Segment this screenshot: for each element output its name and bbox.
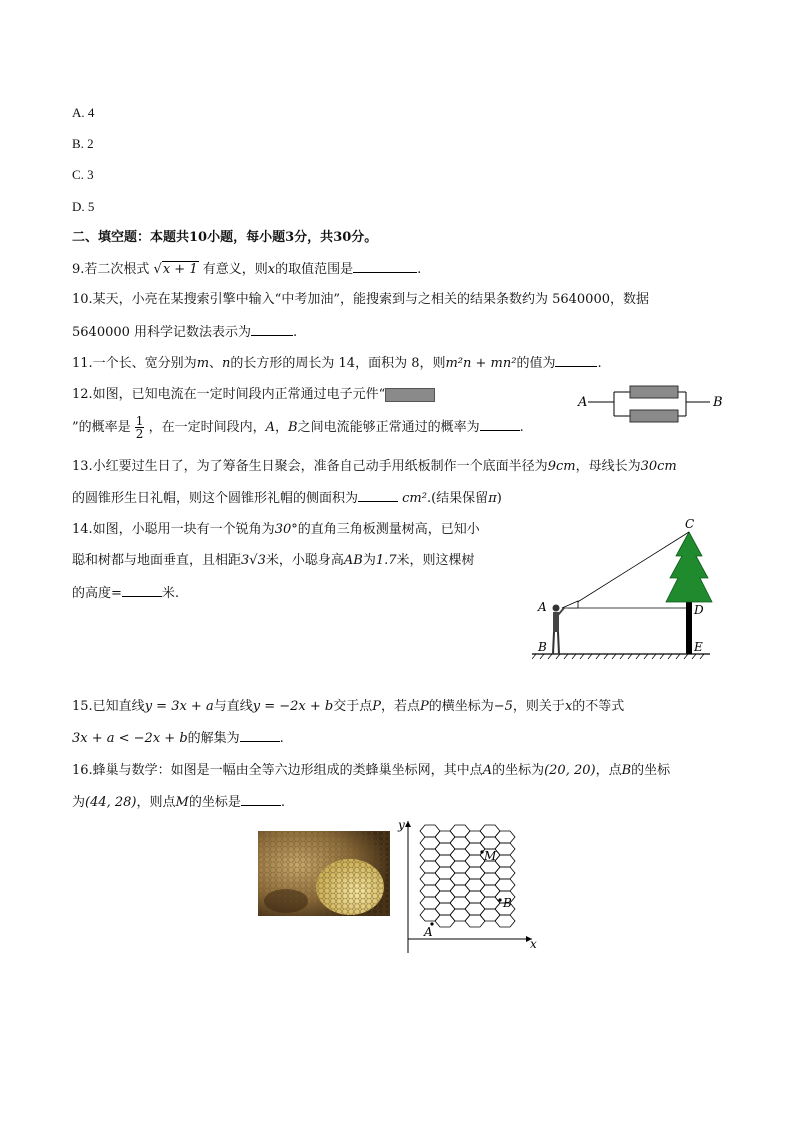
section-text: 小题，每小题 xyxy=(207,230,286,245)
point-b-label: B xyxy=(503,896,512,910)
ground-hatching xyxy=(532,654,704,659)
math-expression: 3x + a < −2x + b xyxy=(72,731,188,746)
choice-letter: C. xyxy=(72,167,84,182)
circuit-label-b: B xyxy=(713,395,723,410)
choice-a xyxy=(72,104,94,122)
hexagon-cell xyxy=(495,843,515,855)
q12-text: ，在一定时间段内， xyxy=(148,420,266,435)
tree-measurement-figure xyxy=(532,516,714,662)
question-13-line2 xyxy=(72,489,502,508)
math-value: 30cm xyxy=(640,459,677,474)
q15-text: 的不等式 xyxy=(572,699,625,714)
question-14-line2 xyxy=(72,552,475,570)
choice-value: 3 xyxy=(87,167,94,182)
q14-text: 14.如图，小聪用一块有一个锐角为 xyxy=(72,522,275,537)
person-head xyxy=(553,605,560,612)
q15-text: 的横坐标为 xyxy=(428,699,494,714)
question-16-line1 xyxy=(72,762,670,780)
math-var: B xyxy=(288,420,298,435)
sqrt-expression: √x + 1 xyxy=(153,262,198,277)
q14-text: 米，小聪身高 xyxy=(265,553,344,568)
q12-text: 12.如图，已知电流在一定时间段内正常通过电子元件“ xyxy=(72,387,386,402)
answer-blank xyxy=(122,584,162,597)
hexagon-cell xyxy=(495,867,515,879)
hexagon-cell xyxy=(495,831,515,843)
q9-text: . xyxy=(417,262,422,277)
answer-blank xyxy=(480,418,520,431)
answer-blank xyxy=(358,489,398,502)
q13-text: (结果保留 xyxy=(431,491,489,506)
choice-letter: A. xyxy=(72,105,85,120)
circuit-component-top xyxy=(630,386,678,398)
math-var: P xyxy=(419,699,429,714)
q9-text: 的取值范围是 xyxy=(275,262,354,277)
q16-text: . xyxy=(280,795,285,810)
q16-text: ，点 xyxy=(595,763,622,778)
circuit-component-bottom xyxy=(630,410,678,422)
circuit-label-a: A xyxy=(578,395,588,410)
question-14-line1 xyxy=(72,521,480,539)
q11-text: . xyxy=(597,356,602,371)
question-15-line1 xyxy=(72,698,624,716)
q15-text: ，若点 xyxy=(380,699,420,714)
question-16-line2 xyxy=(72,793,285,812)
math-var: x xyxy=(267,262,276,277)
q16-text: 的坐标 xyxy=(631,763,671,778)
fraction xyxy=(135,415,145,440)
hexagon-cell xyxy=(495,915,515,927)
q14-text: 的高度= xyxy=(72,586,122,601)
question-9 xyxy=(72,260,421,279)
q9-text: 9.若二次根式 xyxy=(72,262,150,277)
q15-text: 的解集为 xyxy=(187,731,240,746)
hexagon-cells xyxy=(420,825,515,927)
q13-text: 13.小红要过生日了，为了筹备生日聚会，准备自己动手用纸板制作一个底面半径为 xyxy=(72,459,548,474)
y-axis-label: y xyxy=(398,818,405,832)
tree-label-b: B xyxy=(538,640,547,654)
q12-text: ”的概率是 xyxy=(72,420,131,435)
tree-label-a: A xyxy=(538,600,547,614)
choice-letter: D. xyxy=(72,199,85,214)
q15-text: 与直线 xyxy=(213,699,253,714)
q12-text: 之间电流能够正常通过的概率为 xyxy=(297,420,480,435)
math-var: P xyxy=(372,699,381,714)
math-value: 3√3 xyxy=(241,553,266,568)
math-var: m xyxy=(196,356,210,371)
question-11 xyxy=(72,354,602,373)
q15-text: 15.已知直线 xyxy=(72,699,145,714)
electronic-component-icon xyxy=(385,388,435,402)
tree-label-e: E xyxy=(694,640,703,654)
hexagon-coordinate-grid xyxy=(396,815,546,955)
q14-text: 聪和树都与地面垂直，且相距 xyxy=(72,553,242,568)
choice-value: 2 xyxy=(87,136,94,151)
math-var: A xyxy=(265,420,275,435)
answer-blank xyxy=(241,793,281,806)
x-axis-label: x xyxy=(530,937,537,951)
choice-letter: B. xyxy=(72,136,84,151)
choice-d xyxy=(72,198,94,216)
y-axis-arrow-icon xyxy=(405,821,411,827)
q12-text: ， xyxy=(274,420,288,435)
question-14-line3 xyxy=(72,584,179,603)
math-value: −5 xyxy=(493,699,513,714)
q14-text: 为 xyxy=(362,553,376,568)
section-heading-text: 二、填空题：本题共 xyxy=(72,230,190,245)
question-13-line1 xyxy=(72,458,677,476)
answer-blank xyxy=(353,260,417,273)
q16-text: 的坐标是 xyxy=(188,795,241,810)
q16-text: 的坐标为 xyxy=(492,763,545,778)
triangle-ruler xyxy=(562,601,578,608)
q11-text: 的值为 xyxy=(516,356,556,371)
section-count: 10 xyxy=(189,230,208,245)
q11-text: 、 xyxy=(209,356,223,371)
q16-text: ，则点 xyxy=(136,795,176,810)
point-a-label: A xyxy=(424,925,433,939)
fraction-numerator: 1 xyxy=(135,414,144,428)
choice-c xyxy=(72,166,94,184)
tree-label-c: C xyxy=(685,517,695,531)
math-var: M xyxy=(175,795,189,810)
math-var: AB xyxy=(343,553,363,568)
person-leg xyxy=(553,632,554,654)
math-value: 30° xyxy=(274,522,298,537)
question-12-line2 xyxy=(72,415,524,440)
math-var: B xyxy=(621,763,632,778)
choice-value: 4 xyxy=(87,105,95,120)
section-text: 分，共 xyxy=(294,230,334,245)
q15-text: . xyxy=(279,731,284,746)
answer-blank xyxy=(251,323,293,336)
honeycomb-bright-cells xyxy=(316,859,384,915)
q14-text: 米. xyxy=(161,586,180,601)
question-15-line2 xyxy=(72,729,284,748)
q11-text: 11.一个长、宽分别为 xyxy=(72,356,197,371)
q16-text: 为 xyxy=(72,795,86,810)
q9-text: 有意义，则 xyxy=(202,262,268,277)
q10-text: . xyxy=(293,325,298,340)
math-var: A xyxy=(482,763,493,778)
tree-trunk xyxy=(686,596,692,654)
math-expression: y = −2x + b xyxy=(252,699,334,714)
honeycomb-photo xyxy=(258,831,390,916)
math-unit: cm². xyxy=(402,491,432,506)
q10-text: 5640000 用科学记数法表示为 xyxy=(72,325,252,340)
section-heading xyxy=(72,229,377,247)
q16-text: 16.蜂巢与数学：如图是一幅由全等六边形组成的类蜂巢坐标网，其中点 xyxy=(72,763,483,778)
q13-text: ) xyxy=(496,491,502,506)
q13-text: ，母线长为 xyxy=(575,459,641,474)
math-value: 9cm xyxy=(547,459,576,474)
math-expression: y = 3x + a xyxy=(144,699,214,714)
math-var: n xyxy=(222,356,231,371)
parallel-circuit-figure xyxy=(574,380,724,432)
math-expression: m²n + mn² xyxy=(445,356,517,371)
math-value: (44, 28) xyxy=(85,795,137,810)
section-text: 分。 xyxy=(351,230,378,245)
honeycomb-shadow xyxy=(264,889,308,913)
hexagon-cell xyxy=(495,879,515,891)
choice-value: 5 xyxy=(87,199,95,214)
choice-b xyxy=(72,135,94,153)
fraction-denominator: 2 xyxy=(135,427,144,441)
q11-text: 的长方形的周长为 14，面积为 8，则 xyxy=(230,356,446,371)
q14-text: 的直角三角板测量树高，已知小 xyxy=(297,522,480,537)
tree-label-d: D xyxy=(694,603,704,617)
q15-text: 交于点 xyxy=(333,699,373,714)
math-value: (20, 20) xyxy=(544,763,596,778)
q12-text: . xyxy=(519,420,524,435)
hexagon-cell xyxy=(495,855,515,867)
question-10-line1: 10.某天，小亮在某搜索引擎中输入“中考加油”，能搜索到与之相关的结果条数约为 5640000，数据 xyxy=(72,292,649,307)
q14-text: 米，则这棵树 xyxy=(396,553,475,568)
answer-blank xyxy=(555,354,597,367)
q15-text: ，则关于 xyxy=(512,699,565,714)
math-value: 1.7 xyxy=(375,553,397,568)
radicand: x + 1 xyxy=(162,262,198,277)
answer-blank xyxy=(240,729,280,742)
person-leg xyxy=(558,632,559,654)
question-10-line2 xyxy=(72,323,297,342)
point-m-label: M xyxy=(484,849,497,863)
point-b-dot xyxy=(498,898,501,901)
q13-text: 的圆锥形生日礼帽，则这个圆锥形礼帽的侧面积为 xyxy=(72,491,359,506)
section-total: 30 xyxy=(333,230,352,245)
math-var: x xyxy=(564,699,573,714)
question-12-line1 xyxy=(72,386,435,404)
math-var: π xyxy=(488,491,497,506)
section-score: 3 xyxy=(285,230,295,245)
